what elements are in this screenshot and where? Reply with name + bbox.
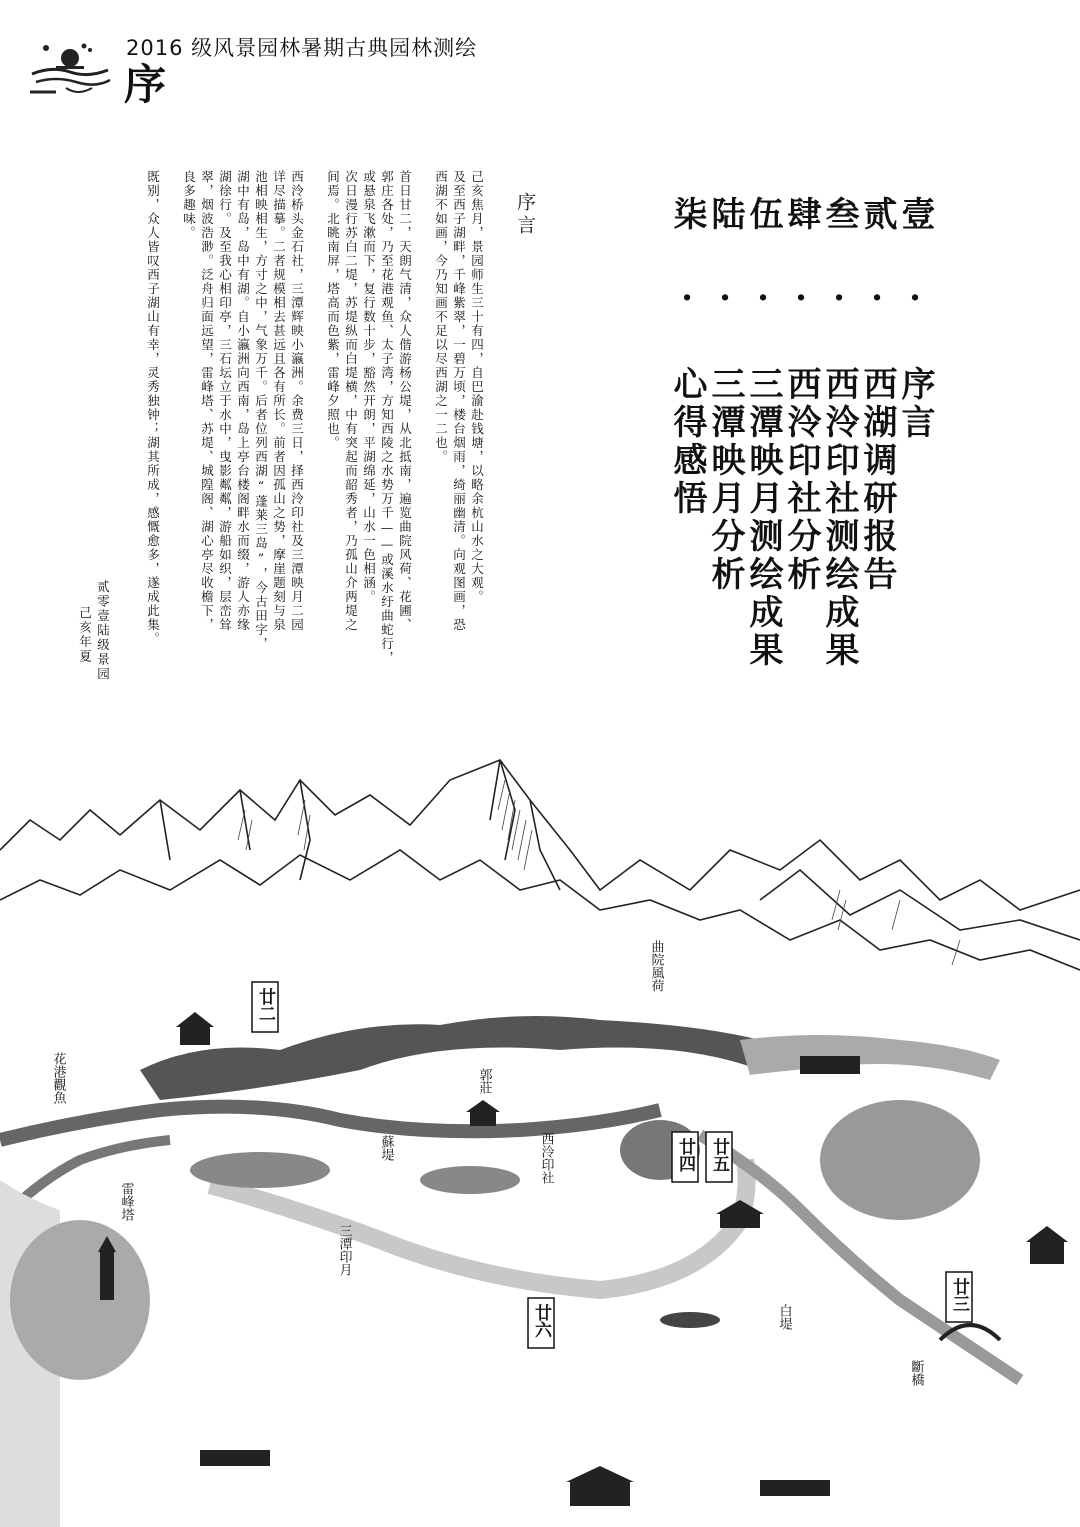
preface-line: 良多趣味。 [181, 170, 197, 240]
label-leifeng: 雷峰塔 [118, 1182, 134, 1221]
preface-line: 首日甘二，天朗气清，众人偕游杨公堤，从北抵南，遍览曲院风荷、花圃、 [397, 170, 413, 632]
logo-icon [26, 36, 114, 108]
signature-line: 己亥年夏 [77, 606, 93, 664]
boat [660, 1312, 720, 1328]
preface-line: 次日漫行苏白二堤，苏堤纵而白堤横，中有突起而韶秀者，乃孤山介两堤之 [343, 170, 359, 632]
marker-label: 廿三 [949, 1278, 969, 1312]
preface-line: 西湖不如画，今乃知画不足以尽西湖之一二也。 [433, 170, 449, 464]
preface-line: 湖中有岛，岛中有湖。自小瀛洲向西南，岛上亭台楼阁畔水而缀，游人亦缘 [235, 170, 251, 632]
marker-label: 廿五 [709, 1138, 729, 1172]
label-guozhuang: 郭莊 [476, 1068, 492, 1094]
header-title: 2016 级风景园林暑期古典园林测绘 [126, 36, 478, 60]
east-shore-band [740, 1035, 1000, 1080]
label-santan: 三潭印月 [336, 1224, 352, 1276]
signature-line: 贰零壹陆级景园 [95, 580, 111, 682]
toc-item[interactable]: 伍 · 三潭映月测绘成果 [743, 196, 783, 670]
toc-item[interactable]: 柒 · 心得感悟 [667, 196, 707, 518]
preface-line: 湖徐行。及至我心相印亭，三石坛立于水中，曳影粼粼，游船如织，层峦耸 [217, 170, 233, 632]
marker-label: 廿二 [255, 988, 275, 1022]
label-baidi: 白堤 [776, 1304, 792, 1330]
marker-24[interactable] [672, 1132, 698, 1182]
marker-26[interactable] [528, 1298, 554, 1348]
north-shore-band [140, 1016, 760, 1100]
toc-item[interactable]: 叁 · 西泠印社测绘成果 [819, 196, 859, 670]
marker-22[interactable] [252, 982, 278, 1032]
marker-label: 廿六 [531, 1304, 551, 1338]
label-quyuan: 曲院風荷 [648, 940, 664, 992]
preface-line: 或悬泉飞漱而下，复行数十步，豁然开朗，平湖绵延，山水一色相涵。 [361, 170, 377, 604]
toc-item[interactable]: 壹 · 序言 [895, 196, 935, 442]
label-huagang: 花港觀魚 [50, 1052, 66, 1104]
preface-line: 间焉。北眺南屏，塔高而色紫，雷峰夕照也。 [325, 170, 341, 450]
preface-line: 西泠桥头金石社，三潭辉映小瀛洲。余费三日，择西泠印社及三潭映月二园 [289, 170, 305, 632]
preface-heading: 序言 [514, 192, 536, 238]
preface-line: 及至西子湖畔，千峰紫翠，一碧万顷，楼台烟雨，绮丽幽清。向观图画，恐 [451, 170, 467, 632]
toc-item[interactable]: 肆 · 西泠印社分析 [781, 196, 821, 594]
marker-label: 廿四 [675, 1138, 695, 1172]
toc-item[interactable]: 陆 · 三潭映月分析 [705, 196, 745, 594]
marker-25[interactable] [706, 1132, 732, 1182]
preface-line: 详尽描摹。二者规模相去甚远且各有所长。前者因孤山之势，摩崖题刻与泉 [271, 170, 287, 632]
preface-line: 己亥焦月，景园师生三十有四，自巴渝赴钱塘，以略余杭山水之大观。 [469, 170, 485, 604]
preface-line: 既别，众人皆叹西子湖山有幸，灵秀独钟；湖其所成，感慨愈多，遂成此集。 [145, 170, 161, 646]
preface-line: 翠，烟波浩渺。泛舟归面远望，雷峰塔、苏堤、城隍阁、湖心亭尽收檐下， [199, 170, 215, 632]
mountain-range [0, 760, 1080, 970]
preface-line: 池相映相生，方寸之中，气象万千。后者位列西湖“蓬莱三岛”，今古田字， [253, 170, 269, 651]
west-lake-map [0, 740, 1080, 1527]
preface-line: 郭庄各处，乃至花港观鱼、太子湾，方知西陵之水势万千——或溪水纡曲蛇行， [379, 170, 395, 665]
toc-item[interactable]: 贰 · 西湖调研报告 [857, 196, 897, 594]
label-duanqiao: 斷橋 [908, 1360, 924, 1386]
label-sudi: 蘇堤 [378, 1135, 394, 1161]
label-xiling: 西泠印社 [538, 1132, 554, 1184]
su-causeway [0, 1107, 660, 1140]
page-title: 序 [124, 60, 167, 109]
marker-23[interactable] [946, 1272, 972, 1322]
